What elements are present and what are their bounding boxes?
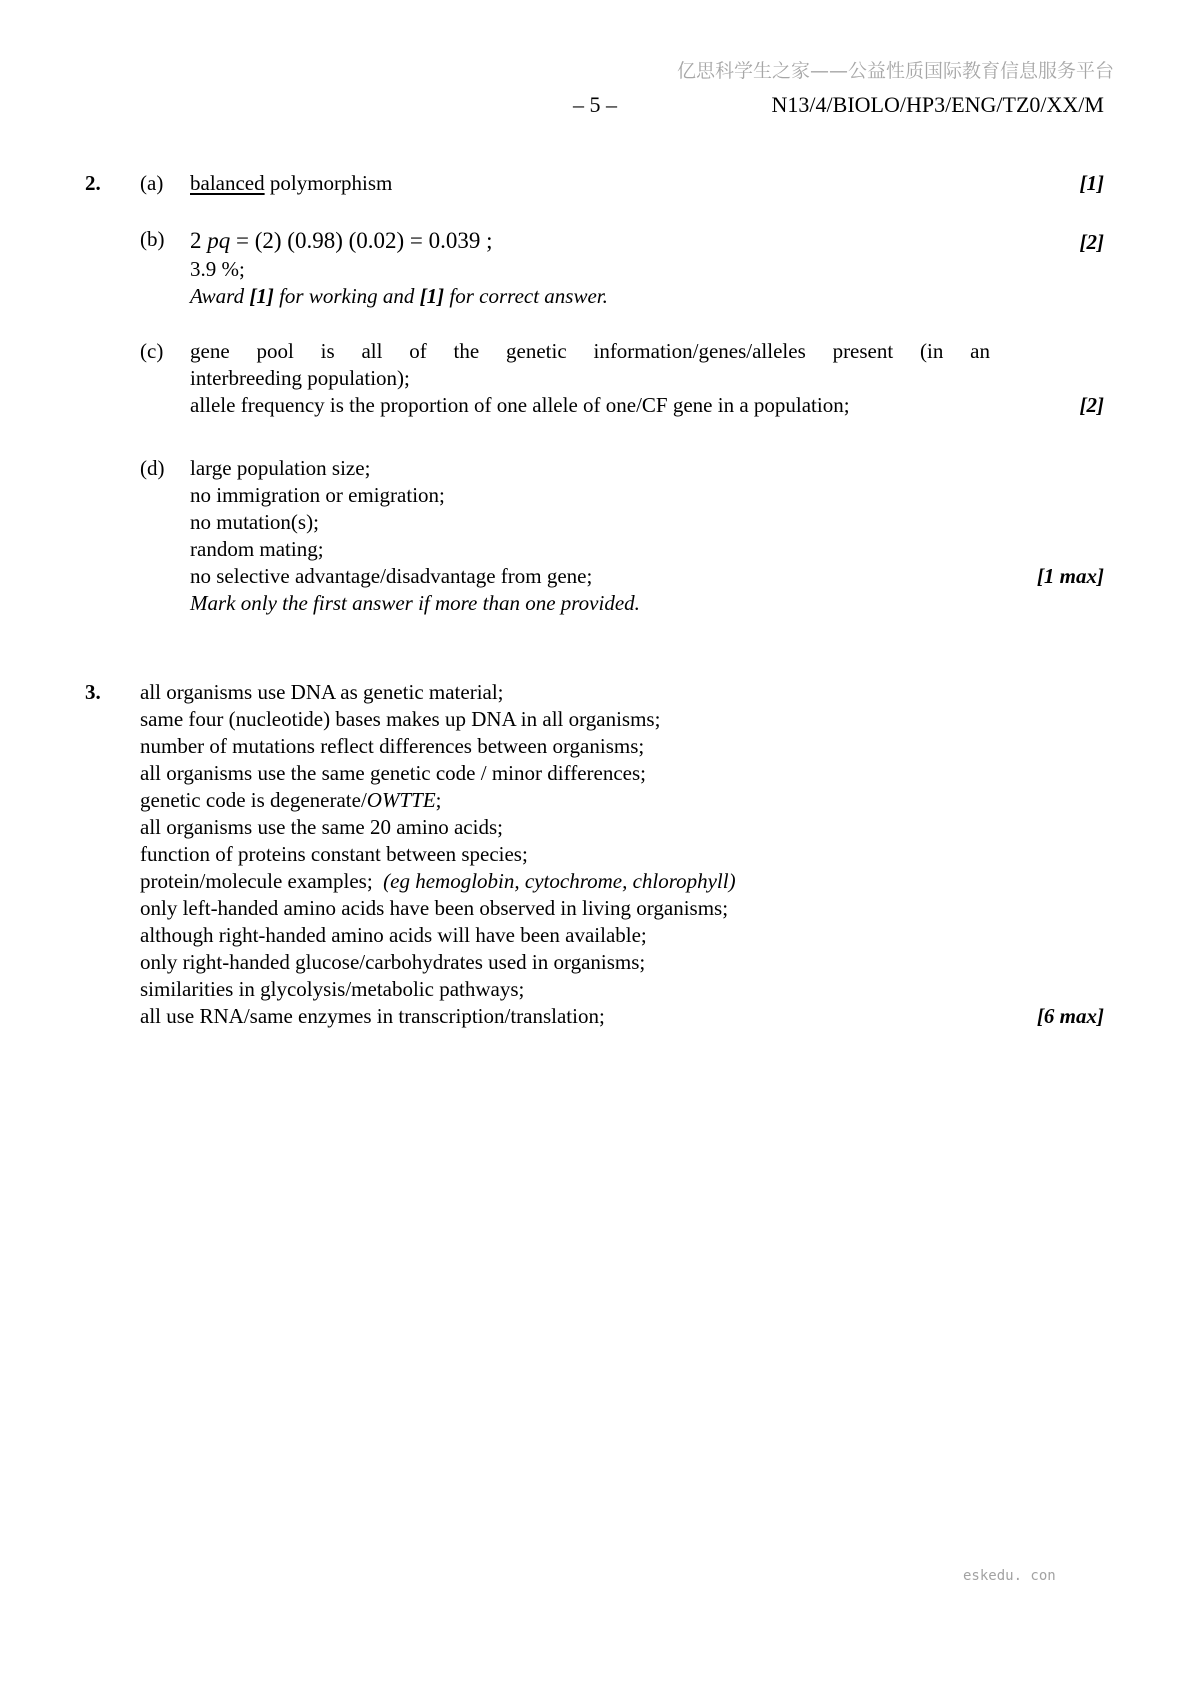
page-number: – 5 – <box>573 92 617 117</box>
answer-text: all use RNA/same enzymes in transcription/translation; <box>140 1004 605 1028</box>
answer-line <box>190 392 1104 419</box>
part-b-letter: (b) <box>140 227 165 251</box>
question-2a <box>140 170 1104 197</box>
question-2c <box>140 338 1104 419</box>
question-2 <box>85 170 1104 617</box>
question-2-body <box>140 170 1104 617</box>
answer-line: all organisms use the same genetic code / minor differences; <box>140 761 646 785</box>
answer-line <box>190 563 1104 590</box>
award-note-line <box>190 283 1104 310</box>
part-b-text <box>190 226 1104 310</box>
answer-line: function of proteins constant between species; <box>140 842 528 866</box>
mark-badge-2d: [1 max] <box>1036 564 1104 588</box>
award-mark-2: [1] <box>419 284 445 308</box>
markscheme-content <box>85 170 1104 1030</box>
answer-line: number of mutations reflect differences between organisms; <box>140 734 645 758</box>
paper-code: N13/4/BIOLO/HP3/ENG/TZ0/XX/M <box>771 92 1104 117</box>
marking-note-line: Mark only the first answer if more than one provided. <box>190 591 640 615</box>
answer-text: ; <box>435 788 442 812</box>
part-d-text <box>190 455 1104 617</box>
question-2-number: 2. <box>85 171 101 195</box>
answer-line: no mutation(s); <box>190 510 319 534</box>
answer-line <box>140 787 1104 814</box>
award-mark-1: [1] <box>249 284 274 308</box>
part-a-letter: (a) <box>140 171 164 195</box>
answer-text: polymorphism <box>264 171 393 195</box>
examples-note: (eg hemoglobin, cytochrome, chlorophyll) <box>383 869 736 893</box>
header-watermark: 亿思科学生之家——公益性质国际教育信息服务平台 <box>677 60 1115 82</box>
mark-badge-2b: [2] <box>1079 230 1104 254</box>
question-3-body <box>140 679 1104 1030</box>
mark-badge-2c: [2] <box>1079 393 1104 417</box>
award-note-pre: Award <box>190 284 250 308</box>
part-c-letter: (c) <box>140 339 164 363</box>
answer-line: gene pool is all of the genetic information/genes/alleles present (in an <box>190 339 990 363</box>
answer-line: 3.9 %; <box>190 257 245 281</box>
answer-line: all organisms use the same 20 amino acids; <box>140 815 503 839</box>
answer-text: protein/molecule examples; <box>140 869 384 893</box>
answer-text: allele frequency is the proportion of one allele of one/CF gene in a population; <box>190 393 850 417</box>
answer-line: random mating; <box>190 537 324 561</box>
answer-text: genetic code is degenerate/ <box>140 788 367 812</box>
part-c-text <box>190 338 1104 419</box>
answer-line <box>140 868 1104 895</box>
math-expression: = (2) (0.98) (0.02) = 0.039 ; <box>230 228 493 253</box>
answer-line: only left-handed amino acids have been observed in living organisms; <box>140 896 729 920</box>
answer-line: interbreeding population); <box>190 366 410 390</box>
answer-line: all organisms use DNA as genetic material; <box>140 680 504 704</box>
question-3 <box>85 679 1104 1030</box>
owtte-term: OWTTE <box>366 788 436 812</box>
answer-line: same four (nucleotide) bases makes up DNA in all organisms; <box>140 707 661 731</box>
question-3-number: 3. <box>85 680 101 704</box>
answer-line: similarities in glycolysis/metabolic pathways; <box>140 977 525 1001</box>
part-a-text <box>190 170 1104 197</box>
math-coefficient: 2 <box>190 228 208 253</box>
part-d-letter: (d) <box>140 456 165 480</box>
question-2b <box>140 226 1104 310</box>
answer-line: although right-handed amino acids will have been available; <box>140 923 647 947</box>
footer-watermark: eskedu. con <box>963 1568 1056 1584</box>
mark-badge-3: [6 max] <box>1036 1004 1104 1028</box>
award-note-mid: for working and <box>273 284 420 308</box>
answer-line <box>140 1003 1104 1030</box>
underlined-term: balanced <box>190 171 265 195</box>
answer-line <box>190 170 1104 197</box>
question-2d <box>140 455 1104 617</box>
answer-line: large population size; <box>190 456 371 480</box>
award-note-post: for correct answer. <box>444 284 608 308</box>
answer-line: only right-handed glucose/carbohydrates used in organisms; <box>140 950 646 974</box>
math-working-line <box>190 226 1104 256</box>
answer-text: no selective advantage/disadvantage from gene; <box>190 564 593 588</box>
mark-badge-2a: [1] <box>1079 171 1104 195</box>
math-variable: pq <box>207 228 231 253</box>
answer-line: no immigration or emigration; <box>190 483 445 507</box>
